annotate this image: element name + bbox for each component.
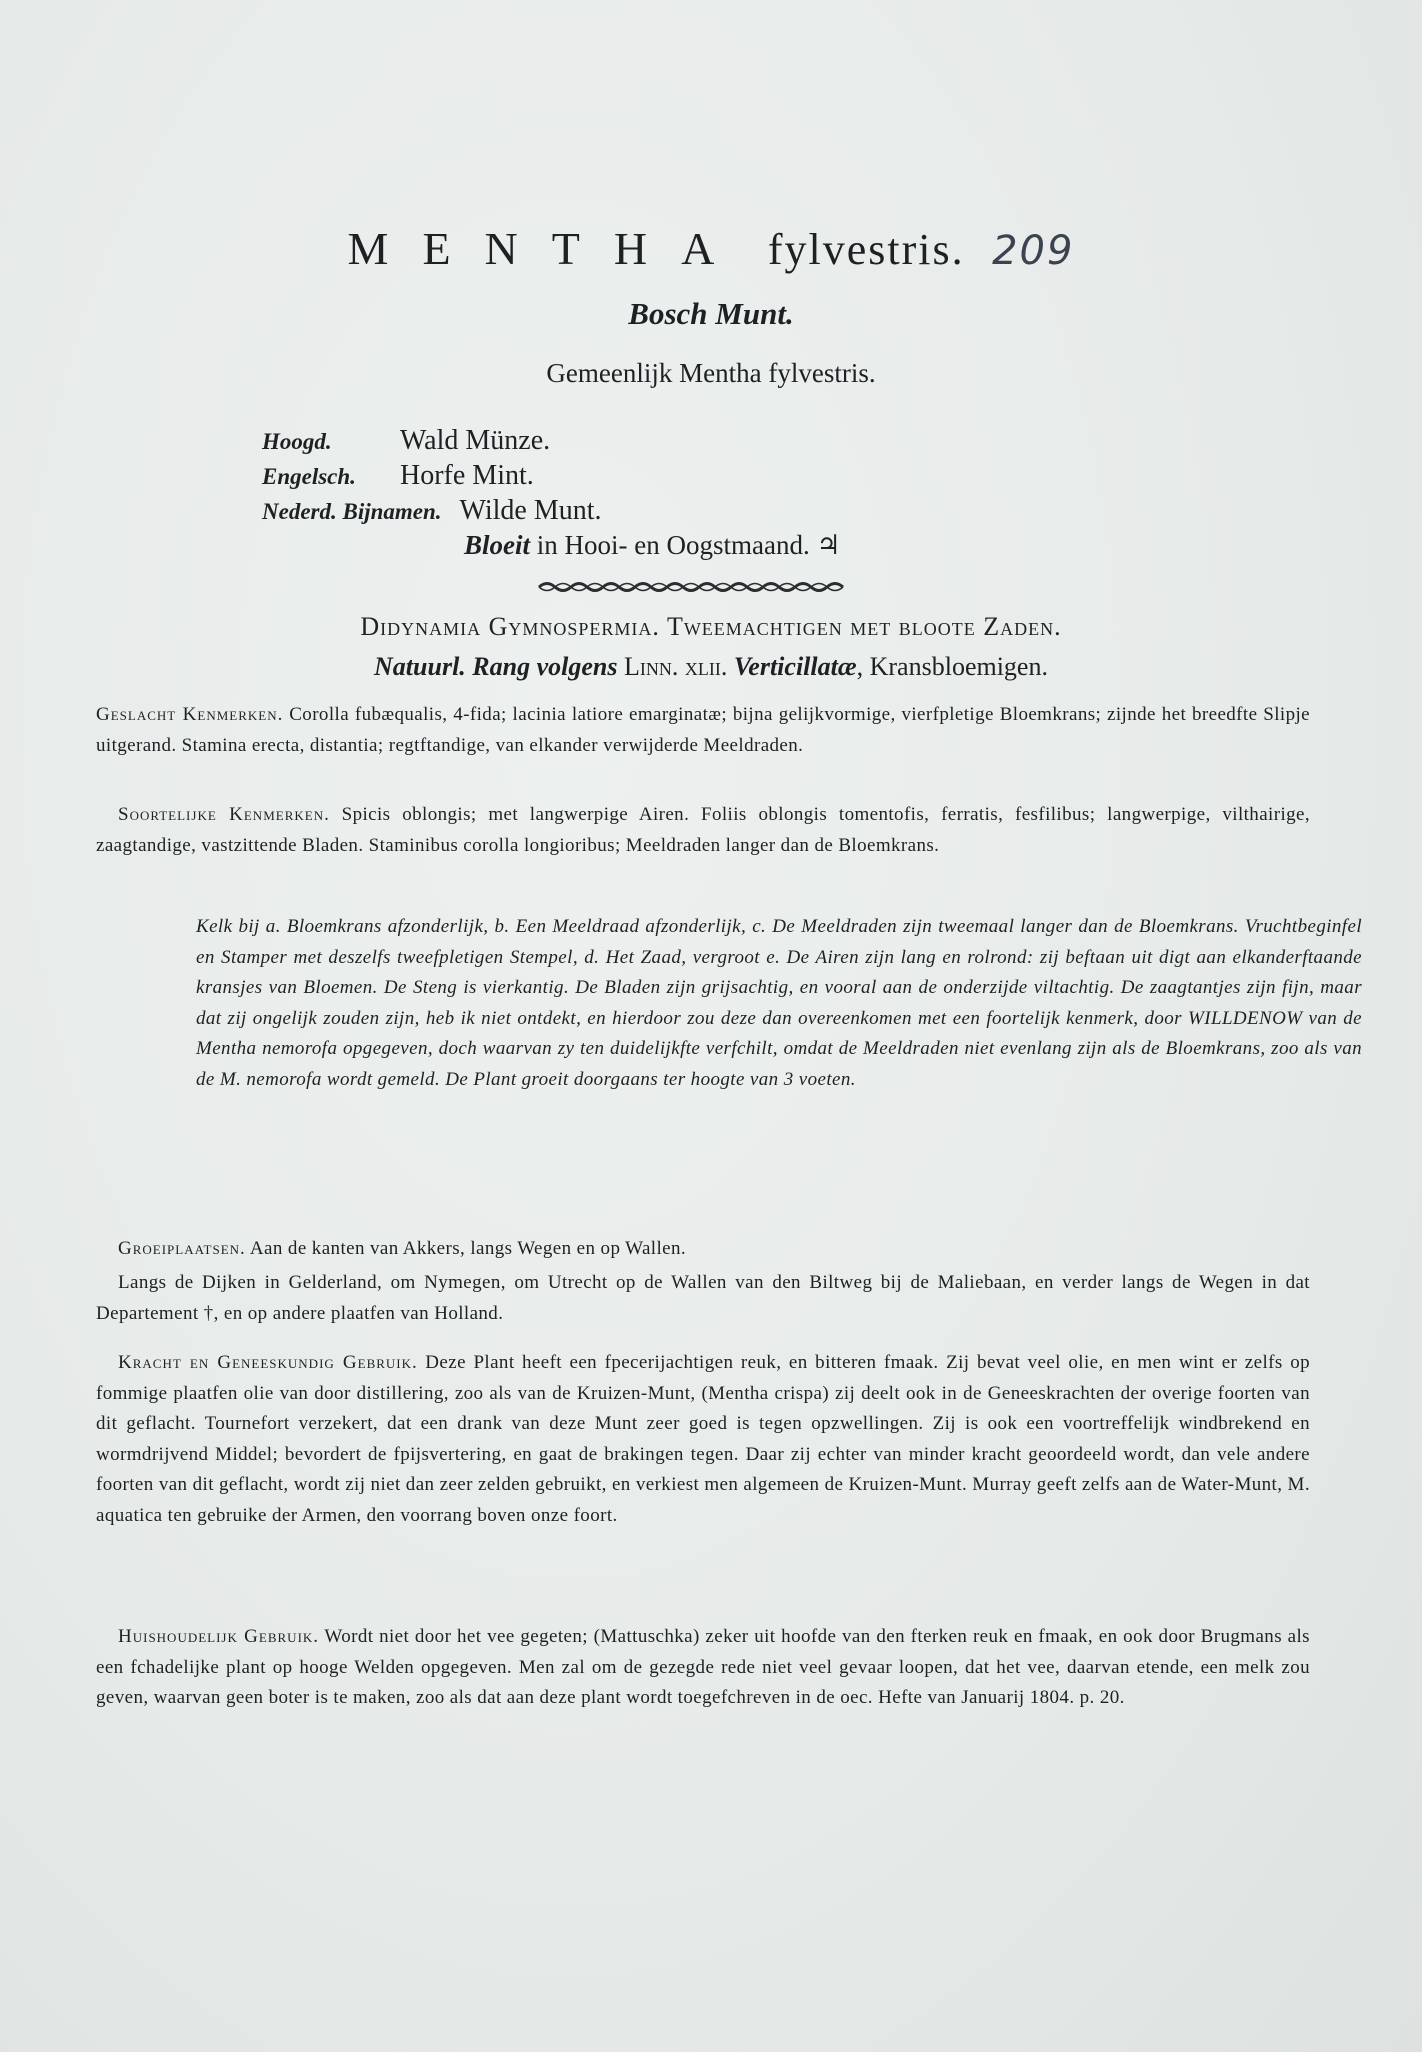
vernacular-name: Wilde Munt. (459, 495, 602, 526)
rank-author: Linn. (623, 652, 679, 681)
natural-rank (0, 652, 1422, 682)
section-medicinal-use (96, 1348, 1310, 1531)
vernacular-name: Horfe Mint. (400, 460, 534, 491)
vernacular-names (262, 424, 602, 529)
section-habitat (96, 1234, 1310, 1265)
vernacular-label: Nederd. Bijnamen. (262, 499, 442, 524)
common-name: Bosch Munt. (628, 296, 794, 331)
synonym: Gemeenlijk Mentha fylvestris. (546, 358, 876, 388)
bloom-text: in Hooi- en Oogstmaand. ♃ (536, 530, 841, 560)
section-heading: Soortelijke Kenmerken. (118, 804, 330, 825)
genus-name: MENTHA (347, 223, 749, 274)
section-text: Spicis oblongis; met langwerpige Airen. Foliis oblongis tomentofis, ferratis, fesfilibus; langwerpige, vilthairige, zaagtandige, vastzittende Bladen. Staminibus corolla longioribus; Meeldraden langer dan de Bloemkrans. (96, 804, 1311, 856)
rank-dutch: , Kransbloemigen. (856, 652, 1048, 681)
section-species-characters (96, 800, 1310, 861)
rank-order: xlii. (684, 652, 728, 681)
vernacular-row (262, 494, 602, 529)
ornament-divider (537, 580, 849, 594)
vernacular-label: Hoogd. (262, 429, 332, 454)
section-heading: Huishoudelijk Gebruik. (118, 1626, 320, 1647)
section-description (146, 912, 1362, 1095)
vernacular-row (262, 424, 602, 459)
section-household-use (96, 1622, 1310, 1714)
classification: Didynamia Gymnospermia. Tweemachtigen met bloote Zaden. (360, 612, 1062, 641)
section-heading: Geslacht Kenmerken. (96, 704, 284, 725)
section-text: Corolla fubæqualis, 4-fida; lacinia latiore emarginatæ; bijna gelijkvormige, vierfpletige Bloemkrans; zijnde het breedfte Slipje uitgerand. Stamina erecta, distantia; regtftandige, van elkander verwijderde Meeldraden. (96, 704, 1311, 756)
bloom-line (464, 530, 841, 561)
section-genus-characters (96, 700, 1310, 761)
vernacular-name: Wald Münze. (400, 425, 551, 456)
rank-label: Natuurl. Rang volgens (374, 652, 618, 681)
section-heading: Groeiplaatsen. (118, 1238, 246, 1259)
section-text: Wordt niet door het vee gegeten; (Mattuschka) zeker uit hoofde van den fterken reuk en fmaak, en ook door Brugmans als een fchadelijke plant op hooge Welden opgegeven. Men zal om de gezegde rede niet veel gevaar loopen, dat het vee, daarvan etende, een melk zou geven, waarvan geen boter is te maken, zoo als dat aan deze plant wordt toegefchreven in de oec. Hefte van Januarij 1804. p. 20. (96, 1626, 1310, 1708)
section-heading: Kracht en Geneeskundig Gebruik. (118, 1352, 418, 1373)
title (0, 222, 1422, 275)
handwritten-number: 209 (992, 228, 1075, 274)
vernacular-label: Engelsch. (262, 464, 356, 489)
section-text: Deze Plant heeft een fpecerijachtigen reuk, en bitteren fmaak. Zij bevat veel olie, en men wint er zelfs op fommige plaatfen olie van door distillering, zoo als van de Kruizen-Munt, (Mentha crispa) zij deelt ook in de Geneeskrachten der overige foorten van dit geflacht. Tournefort verzekert, dat een drank van deze Munt zeer goed is tegen opzwellingen. Zij is ook een voortreffelijk windbrekend en wormdrijvend Middel; bevordert de fpijsvertering, en gaat de brakingen tegen. Daar zij echter van minder kracht geoordeeld wordt, dan vele andere foorten van dit geflacht, wordt zij niet dan zeer zelden gebruikt, en verkiest men algemeen de Kruizen-Munt. Murray geeft zelfs aan de Water-Munt, M. aquatica ten gebruike der Armen, den voorrang boven onze foort. (96, 1352, 1310, 1526)
species-name: fylvestris. (767, 225, 965, 274)
section-text: Langs de Dijken in Gelderland, om Nymegen, om Utrecht op de Wallen van den Biltweg bij de Maliebaan, en verder langs de Wegen in dat Departement †, en op andere plaatfen van Holland. (96, 1272, 1310, 1324)
section-localities (96, 1268, 1310, 1329)
rank-group: Verticillatæ (733, 652, 857, 681)
bloom-label: Bloeit (464, 530, 530, 560)
section-text: Aan de kanten van Akkers, langs Wegen en op Wallen. (249, 1238, 687, 1259)
vernacular-row (262, 459, 602, 494)
section-text: Kelk bij a. Bloemkrans afzonderlijk, b. Een Meeldraad afzonderlijk, c. De Meeldraden zijn tweemaal langer dan de Bloemkrans. Vruchtbeginfel en Stamper met deszelfs tweefpletigen Stempel, d. Het Zaad, vergroot e. De Airen zijn lang en rolrond: zij beftaan uit digt aan elkanderftaande kransjes van Bloemen. De Steng is vierkantig. De Bladen zijn grijsachtig, en vooral aan de onderzijde viltachtig. De zaagtantjes zijn fijn, maar dat zij ongelijk zouden zijn, heb ik niet ontdekt, en hierdoor zou deze dan overeenkomen met een foortelijk kenmerk, door WILLDENOW van de Mentha nemorofa opgegeven, doch waarvan zy ten duidelijkfte verfchilt, omdat de Meeldraden niet evenlang zijn als de Bloemkrans, zoo als van de M. nemorofa wordt gemeld. De Plant groeit doorgaans ter hoogte van 3 voeten. (196, 916, 1362, 1090)
